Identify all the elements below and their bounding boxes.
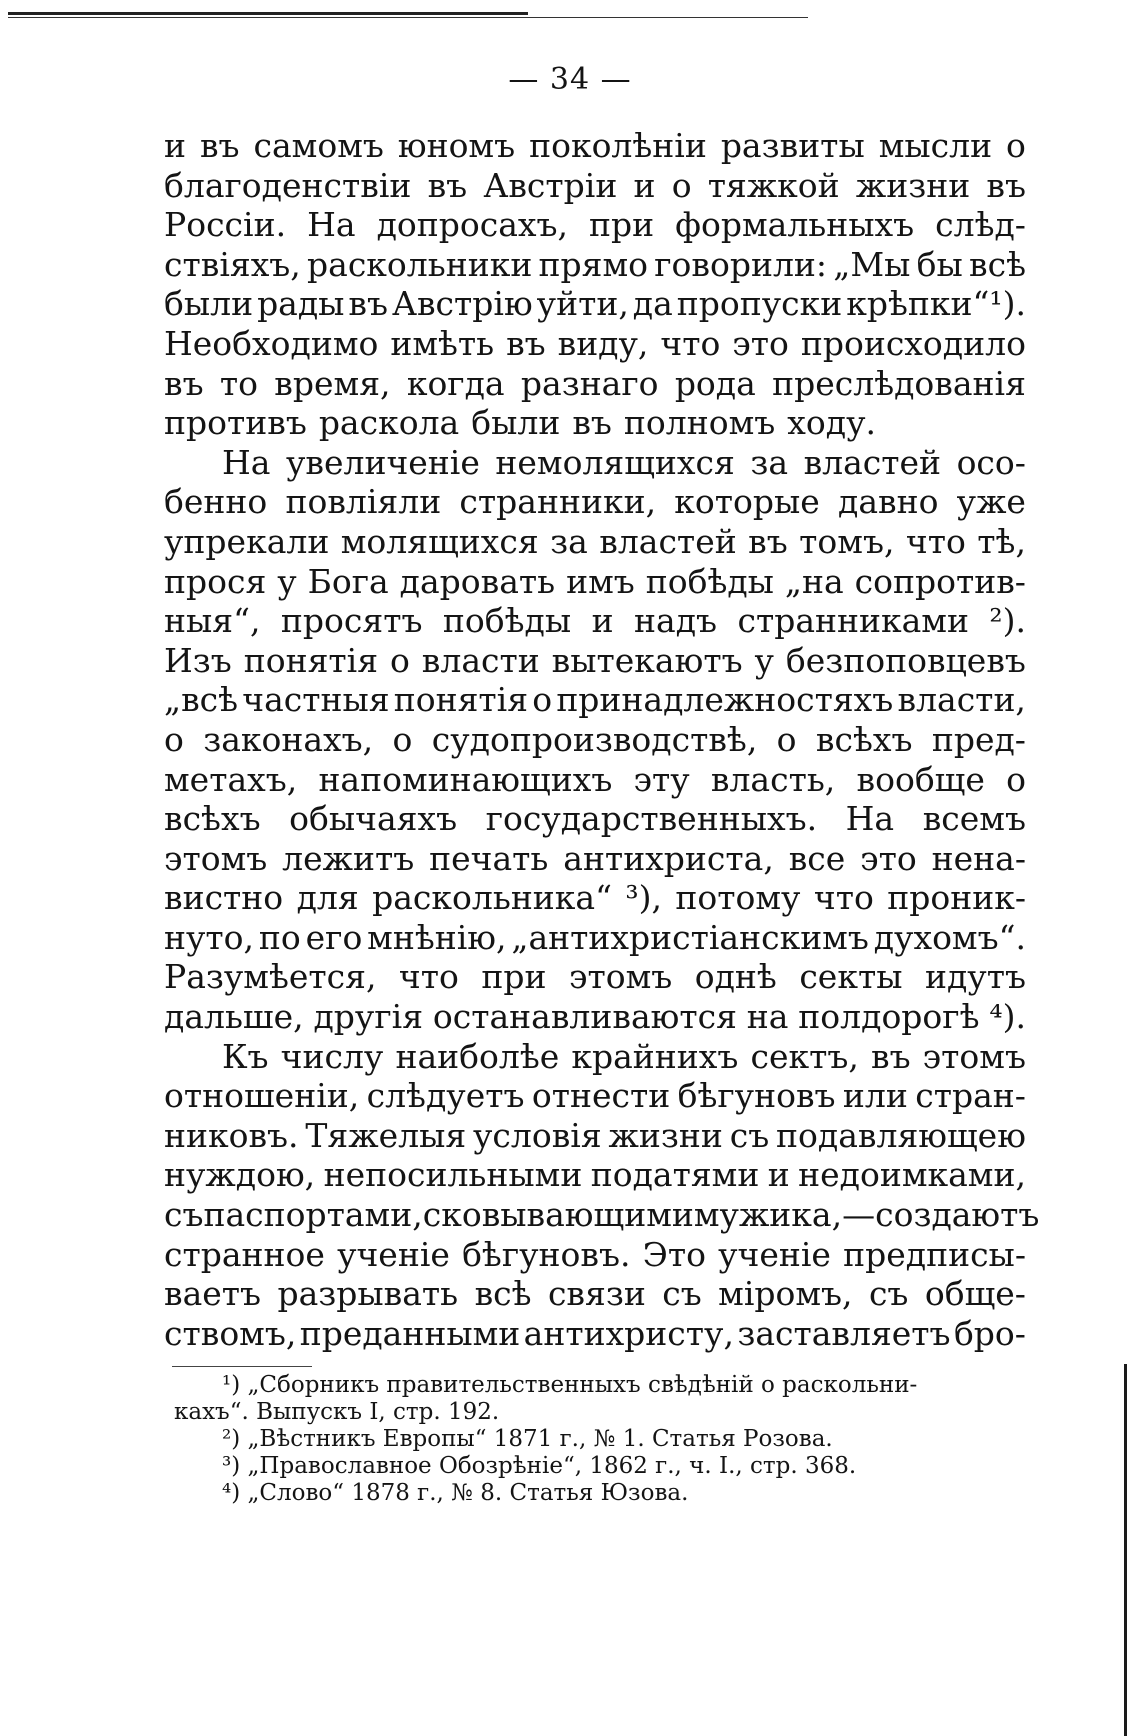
footnote-line: кахъ“. Выпускъ I, стр. 192. (174, 1399, 500, 1425)
text-line: этомъ лежитъ печать антихриста, все это нена- (164, 838, 1026, 878)
footnote-line: ²) „Вѣстникъ Европы“ 1871 г., № 1. Статья Розова. (222, 1426, 833, 1452)
text-line: были рады въ Австрiю уйти, да пропуски крѣпки“¹). (164, 284, 1026, 324)
top-border-rule (8, 12, 808, 18)
top-border-thin (8, 17, 808, 18)
footnotes (174, 1372, 1034, 1507)
text-line: никовъ. Тяжелыя условiя жизни съ подавляющею (164, 1115, 1026, 1155)
text-line: и въ самомъ юномъ поколѣнiи развиты мысли о (164, 126, 1026, 165)
text-line: бенно повлiяли странники, которые давно уже (164, 482, 1026, 522)
top-border-thick (8, 12, 528, 15)
footnote-line: ³) „Православное Обозрѣнiе“, 1862 г., ч. I., стр. 368. (222, 1453, 857, 1479)
text-line: Разумѣется, что при этомъ однѣ секты идутъ (164, 957, 1026, 997)
footnote-separator (172, 1366, 312, 1367)
text-line: съ паспортами, сковывающими мужика, — создаютъ (164, 1195, 1040, 1235)
text-line: ствомъ, преданными антихристу, заставляетъ бро- (164, 1313, 1026, 1353)
text-line: нуто, по его мнѣнiю, „антихристiанскимъ духомъ“. (164, 917, 1026, 957)
text-line: прося у Бога даровать имъ побѣды „на сопротив- (164, 561, 1026, 601)
text-line: о законахъ, о судопроизводствѣ, о всѣхъ пред- (164, 719, 1026, 759)
text-line: противъ раскола были въ полномъ ходу. (164, 403, 876, 443)
text-line: благоденствiи въ Австрiи и о тяжкой жизни въ (164, 165, 1026, 205)
text-line: ваетъ разрывать всѣ связи съ мiромъ, съ обще- (164, 1274, 1026, 1314)
text-line: Къ числу наиболѣе крайнихъ сектъ, въ этомъ (222, 1036, 1026, 1076)
text-line: ныя“, просятъ побѣды и надъ странниками ²). (164, 601, 1026, 641)
text-line: Необходимо имѣть въ виду, что это происходило (164, 323, 1026, 363)
body-text (164, 126, 1040, 1353)
text-line: Россiи. На допросахъ, при формальныхъ слѣд- (164, 205, 1026, 245)
page-edge-shadow (1124, 1364, 1127, 1736)
text-line: вистно для раскольника“ ³), потому что проник- (164, 878, 1026, 918)
text-line: всѣхъ обычаяхъ государственныхъ. На всемъ (164, 799, 1026, 839)
text-line: Изъ понятiя о власти вытекаютъ у безпоповцевъ (164, 640, 1026, 680)
text-line: въ то время, когда разнаго рода преслѣдованiя (164, 363, 1026, 403)
text-line: „всѣ частныя понятiя о принадлежностяхъ власти, (164, 680, 1026, 720)
footnote-line: ⁴) „Слово“ 1878 г., № 8. Статья Юзова. (222, 1480, 689, 1506)
text-line: На увеличенiе немолящихся за властей осо- (222, 442, 1026, 482)
text-line: отношенiи, слѣдуетъ отнести бѣгуновъ или стран- (164, 1076, 1026, 1116)
text-line: странное ученiе бѣгуновъ. Это ученiе предписы- (164, 1234, 1026, 1274)
text-line: ствiяхъ, раскольники прямо говорили: „Мы бы всѣ (164, 244, 1026, 284)
text-line: упрекали молящихся за властей въ томъ, что тѣ, (164, 521, 1026, 561)
text-line: дальше, другiя останавливаются на полдорогѣ ⁴). (164, 997, 1026, 1037)
text-line: нуждою, непосильными податями и недоимками, (164, 1155, 1026, 1195)
text-line: метахъ, напоминающихъ эту власть, вообще о (164, 759, 1026, 799)
page-number: — 34 — (508, 62, 632, 97)
footnote-line: ¹) „Сборникъ правительственныхъ свѣдѣнiй о раскольни- (222, 1372, 918, 1398)
